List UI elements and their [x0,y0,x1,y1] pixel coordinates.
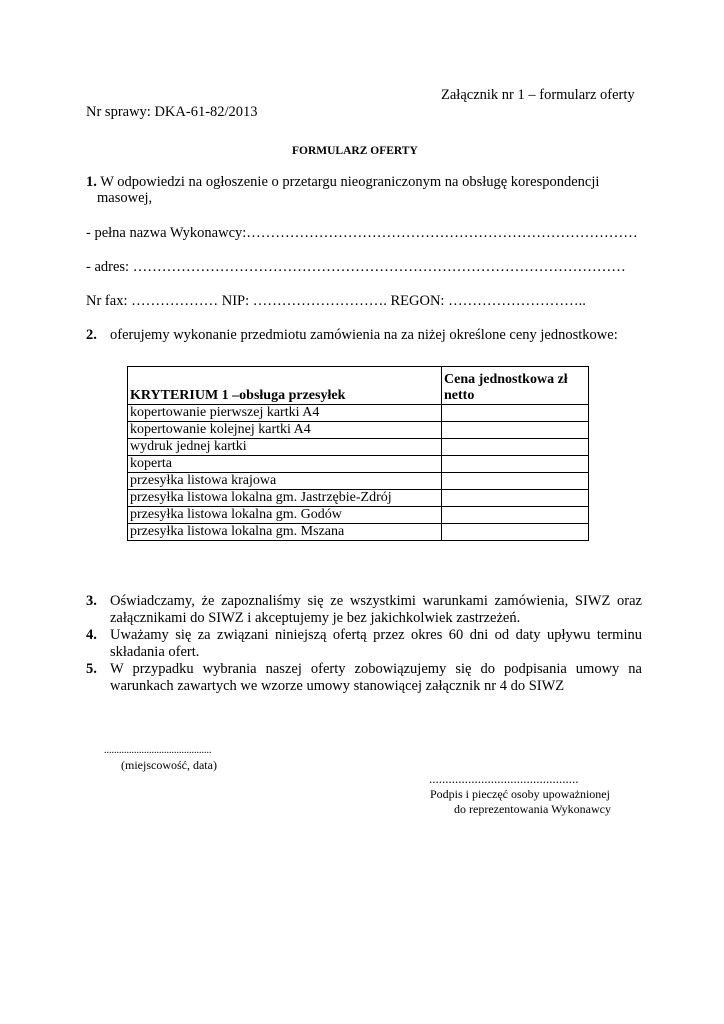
section-4 [86,627,642,661]
row-label: koperta [128,456,442,473]
page-title: FORMULARZ OFERTY [292,145,418,157]
price-cell[interactable] [442,405,589,422]
table-header-criterion: KRYTERIUM 1 –obsługa przesyłek [128,367,442,405]
ids-field: Nr fax: ……………… NIP: ………………………. REGON: ……………………….. [86,293,586,309]
price-cell[interactable] [442,524,589,541]
table-row [128,456,589,473]
place-date-label: (miejscowość, data) [121,758,217,772]
row-label: przesyłka listowa lokalna gm. Jastrzębie-Zdrój [128,490,442,507]
section-4-number: 4. [86,627,97,643]
section-3 [86,593,642,627]
row-label: wydruk jednej kartki [128,439,442,456]
row-label: przesyłka listowa lokalna gm. Godów [128,507,442,524]
row-label: kopertowanie pierwszej kartki A4 [128,405,442,422]
section-4-text: Uważamy się za związani niniejszą ofertą przez okres 60 dni od daty upływu terminu składania ofert. [110,627,642,660]
table-row [128,422,589,439]
section-5-number: 5. [86,661,97,677]
table-header-row [128,367,589,405]
section-2 [86,327,618,344]
case-number: Nr sprawy: DKA-61-82/2013 [86,104,258,120]
signature-dots: .............................................. [429,771,579,786]
price-cell[interactable] [442,422,589,439]
section-5 [86,661,642,695]
section-1-number: 1. [86,174,97,190]
section-2-number: 2. [86,327,97,343]
price-cell[interactable] [442,490,589,507]
price-cell[interactable] [442,456,589,473]
table-header-price [442,367,589,405]
signature-label-1: Podpis i pieczęć osoby upoważnionej [430,787,610,801]
table-header-price-line-2: netto [444,388,475,403]
section-2-text: oferujemy wykonanie przedmiotu zamówienia na za niżej określone ceny jednostkowe: [110,327,618,343]
table-row [128,473,589,490]
table-row [128,405,589,422]
section-3-text: Oświadczamy, że zapoznaliśmy się ze wszystkimi warunkami zamówienia, SIWZ oraz załącznikami do SIWZ i akceptujemy je bez jakichkolwiek zastrzeżeń. [110,593,642,626]
price-cell[interactable] [442,439,589,456]
row-label: przesyłka listowa krajowa [128,473,442,490]
section-1-line-2: masowej, [97,190,153,206]
section-5-text: W przypadku wybrania naszej oferty zobowiązujemy się do podpisania umowy na warunkach zawartych we wzorze umowy stanowiącej załącznik nr 4 do SIWZ [110,661,642,694]
row-label: kopertowanie kolejnej kartki A4 [128,422,442,439]
full-name-field: - pełna nazwa Wykonawcy:……………………………………………………………………… [86,225,638,241]
attachment-label: Załącznik nr 1 – formularz oferty [441,87,635,103]
price-cell[interactable] [442,507,589,524]
table-row [128,524,589,541]
price-cell[interactable] [442,473,589,490]
table-row [128,439,589,456]
place-date-dots: ........................................... [104,745,212,756]
section-1-line-1 [86,174,599,191]
table-row [128,490,589,507]
signature-label-2: do reprezentowania Wykonawcy [454,802,611,816]
table-row [128,507,589,524]
table-header-price-line-1: Cena jednostkowa zł [444,372,568,387]
section-3-number: 3. [86,593,97,609]
address-field: - adres: ………………………………………………………………………………………… [86,259,626,275]
criteria-table [127,366,589,541]
row-label: przesyłka listowa lokalna gm. Mszana [128,524,442,541]
section-1-text: W odpowiedzi na ogłoszenie o przetargu nieograniczonym na obsługę korespondencji [96,174,600,190]
